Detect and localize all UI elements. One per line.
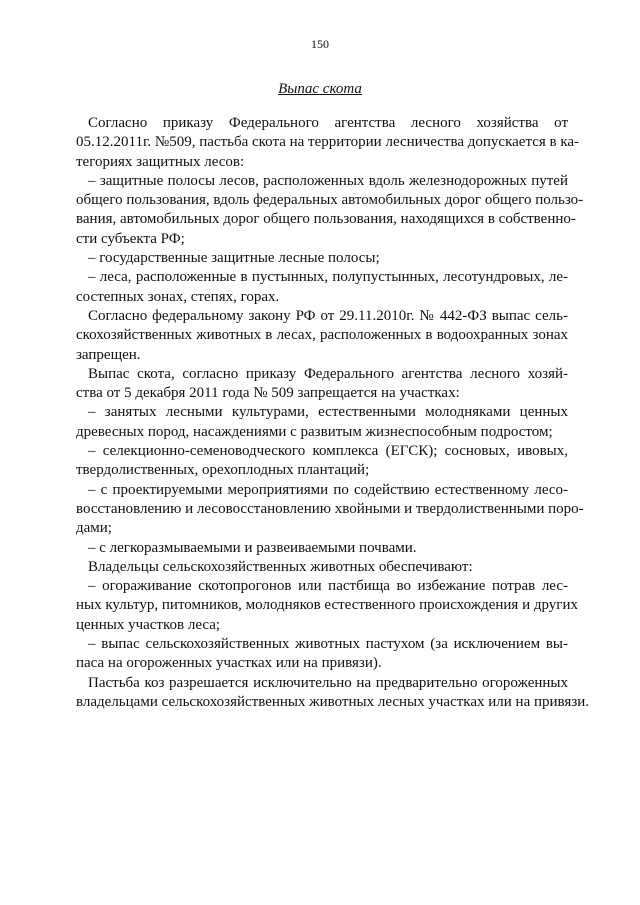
text-line: – селекционно-семеноводческого комплекса (ЕГСК); сосновых, ивовых, — [88, 443, 568, 460]
text-line: паса на огороженных участках или на привязи). — [76, 655, 382, 672]
text-line: – выпас сельскохозяйственных животных пастухом (за исключением вы- — [88, 636, 568, 653]
text-line: сти субъекта РФ; — [76, 230, 185, 247]
text-line: Пастьба коз разрешается исключительно на предварительно огороженных — [88, 674, 568, 691]
body-text — [76, 114, 590, 712]
text-line: состепных зонах, степях, горах. — [76, 288, 280, 305]
text-line: ных культур, питомников, молодняков естественного происхождения и других — [76, 597, 578, 614]
text-line: 05.12.2011г. №509, пастьба скота на территории лесничества допускается в ка- — [76, 134, 580, 151]
text-line: – леса, расположенные в пустынных, полупустынных, лесотундровых, ле- — [88, 269, 568, 286]
text-line: – защитные полосы лесов, расположенных вдоль железнодорожных путей — [88, 172, 568, 189]
text-line: дами; — [76, 520, 112, 537]
text-line: вания, автомобильных дорог общего пользования, находящихся в собственно- — [76, 211, 576, 228]
text-line: Владельцы сельскохозяйственных животных обеспечивают: — [88, 558, 473, 575]
text-line: – с легкоразмываемыми и развеиваемыми почвами. — [88, 539, 417, 556]
text-line: – огораживание скотопрогонов или пастбища во избежание потрав лес- — [88, 578, 568, 595]
section-title: Выпас скота — [278, 81, 362, 97]
text-line: восстановлению и лесовосстановлению хвойными и твердолиственными поро- — [76, 500, 584, 517]
text-line: – занятых лесными культурами, естественными молодняками ценных — [88, 404, 568, 421]
text-line: общего пользования, вдоль федеральных автомобильных дорог общего пользо- — [76, 192, 584, 209]
text-line: скохозяйственных животных в лесах, расположенных в водоохранных зонах — [76, 327, 568, 344]
text-line: – государственные защитные лесные полосы; — [88, 250, 380, 267]
text-line: Согласно приказу Федерального агентства лесного хозяйства от — [88, 115, 568, 131]
text-line: ценных участков леса; — [76, 616, 221, 633]
text-line: Выпас скота, согласно приказу Федерального агентства лесного хозяй- — [88, 365, 568, 382]
text-line: – с проектируемыми мероприятиями по содействию естественному лесо- — [88, 481, 568, 498]
text-line: твердолиственных, орехоплодных плантаций; — [76, 462, 370, 479]
text-line: владельцами сельскохозяйственных животных лесных участках или на привязи. — [76, 693, 590, 710]
text-line: Согласно федеральному закону РФ от 29.11.2010г. № 442-ФЗ выпас сель- — [88, 307, 568, 324]
text-line: тегориях защитных лесов: — [76, 153, 245, 170]
text-line: запрещен. — [76, 346, 141, 363]
text-line: ства от 5 декабря 2011 года № 509 запрещается на участках: — [76, 385, 460, 402]
text-line: древесных пород, насаждениями с развитым жизнеспособным подростом; — [76, 423, 553, 440]
page-number: 150 — [311, 37, 329, 51]
